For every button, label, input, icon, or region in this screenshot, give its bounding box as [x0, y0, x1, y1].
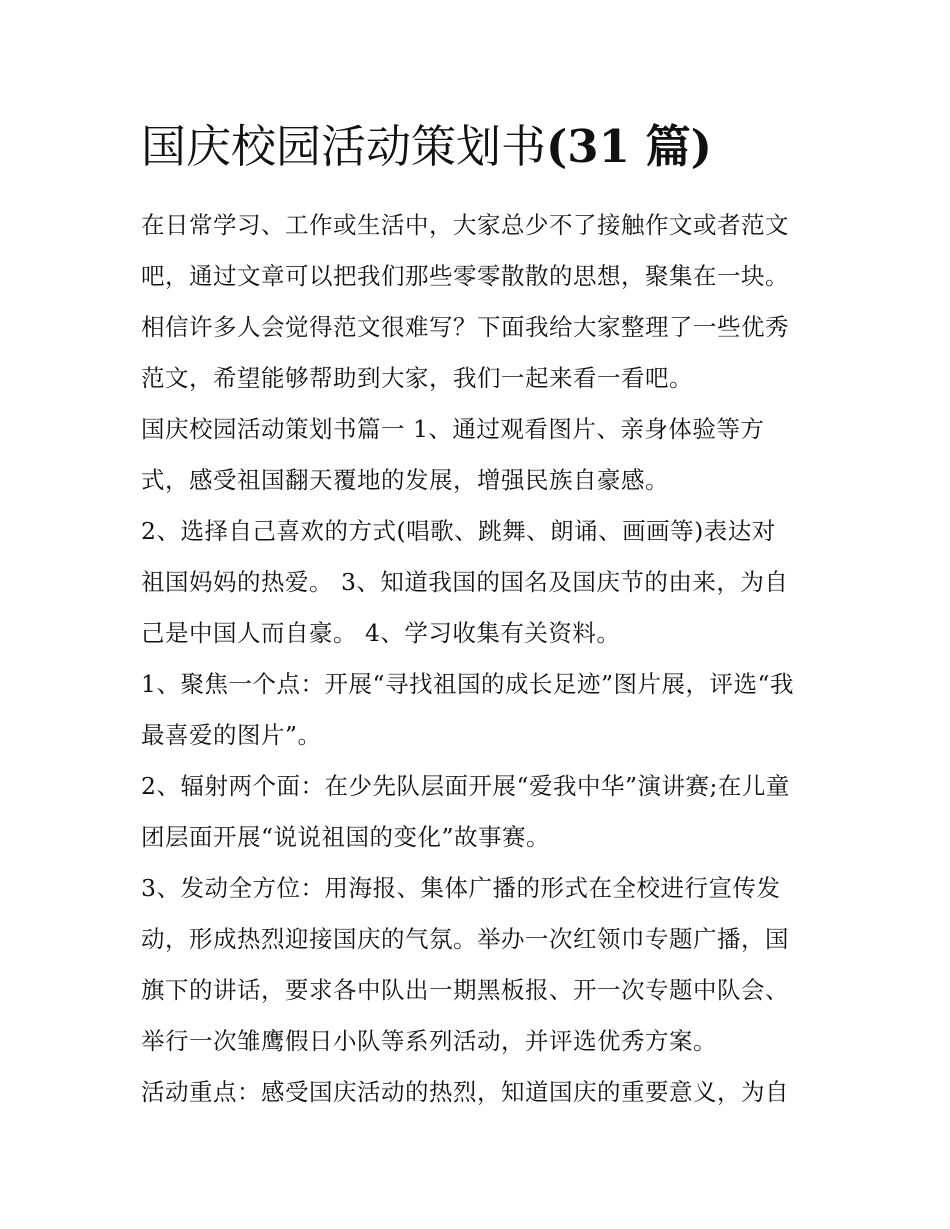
text-line: 吧，通过文章可以把我们那些零零散散的思想，聚集在一块。: [141, 262, 789, 290]
text-line: 式，感受祖国翻天覆地的发展，增强民族自豪感。: [141, 466, 669, 494]
text-line: 范文，希望能够帮助到大家，我们一起来看一看吧。: [141, 364, 693, 392]
text-line: 2、辐射两个面：在少先队层面开展“爱我中华”演讲赛;在儿童: [141, 772, 790, 800]
text-line: 动，形成热烈迎接国庆的气氛。举办一次红领巾专题广播，国: [141, 925, 789, 953]
text-line: 3、发动全方位：用海报、集体广播的形式在全校进行宣传发: [141, 874, 781, 902]
text-line: 旗下的讲话，要求各中队出一期黑板报、开一次专题中队会、: [141, 976, 789, 1004]
text-line: 最喜爱的图片”。: [141, 721, 322, 749]
title-suffix: (31 篇): [546, 120, 712, 173]
text-line: 己是中国人而自豪。 4、学习收集有关资料。: [141, 619, 621, 647]
document-title: [141, 112, 813, 182]
text-line: 在日常学习、工作或生活中，大家总少不了接触作文或者范文: [141, 211, 789, 239]
text-line: 1、聚焦一个点：开展“寻找祖国的成长足迹”图片展，评选“我: [141, 670, 794, 698]
text-line: 活动重点：感受国庆活动的热烈，知道国庆的重要意义，为自: [141, 1078, 789, 1106]
text-line: 举行一次雏鹰假日小队等系列活动，并评选优秀方案。: [141, 1027, 717, 1055]
text-line: 团层面开展“说说祖国的变化”故事赛。: [141, 823, 551, 851]
document-page: [141, 112, 813, 1118]
text-line: 国庆校园活动策划书篇一 1、通过观看图片、亲身体验等方: [141, 415, 765, 443]
title-main: 国庆校园活动策划书: [141, 120, 547, 173]
text-line: 2、选择自己喜欢的方式(唱歌、跳舞、朗诵、画画等)表达对: [141, 517, 776, 545]
text-line: 相信许多人会觉得范文很难写？下面我给大家整理了一些优秀: [141, 313, 789, 341]
text-line: 祖国妈妈的热爱。 3、知道我国的国名及国庆节的由来，为自: [141, 568, 789, 596]
